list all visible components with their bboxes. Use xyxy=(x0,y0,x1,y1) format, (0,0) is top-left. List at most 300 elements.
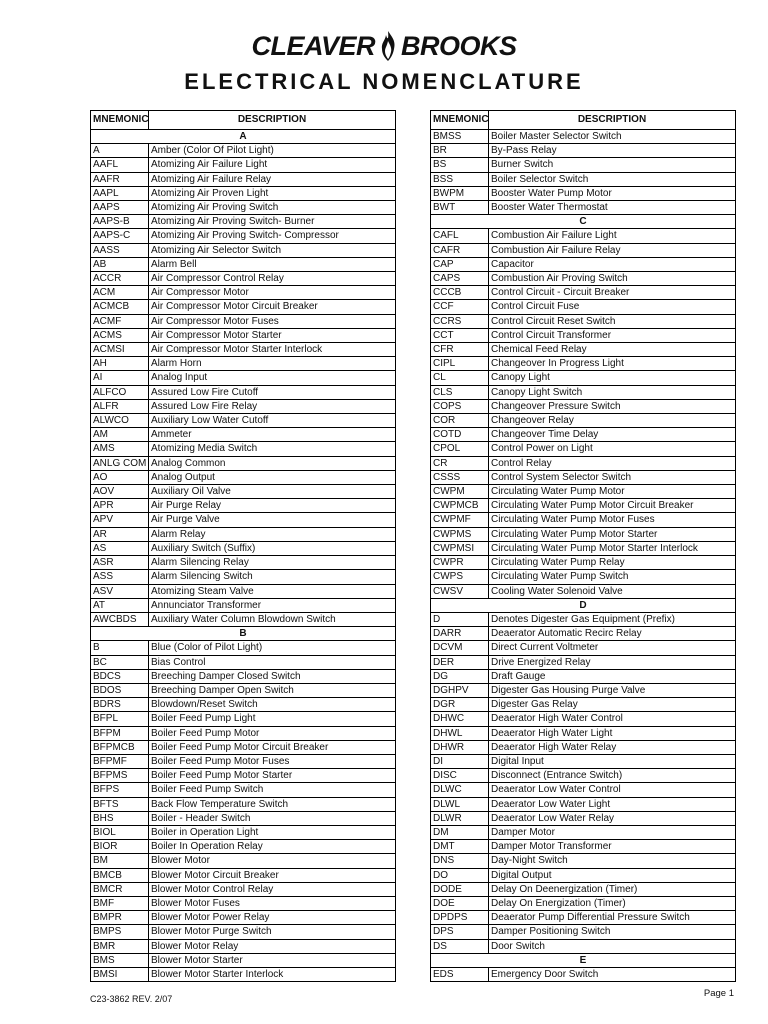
table-row xyxy=(91,868,396,882)
mnemonic-cell: BFPL xyxy=(91,712,149,726)
mnemonic-cell: EDS xyxy=(431,967,489,981)
table-row xyxy=(91,144,396,158)
table-row xyxy=(91,769,396,783)
mnemonic-cell: APV xyxy=(91,513,149,527)
mnemonic-cell: AB xyxy=(91,257,149,271)
description-cell: Drive Energized Relay xyxy=(489,655,736,669)
description-cell: Blower Motor Control Relay xyxy=(149,882,396,896)
table-row xyxy=(91,811,396,825)
description-cell: Air Compressor Control Relay xyxy=(149,272,396,286)
description-cell: Back Flow Temperature Switch xyxy=(149,797,396,811)
mnemonic-cell: CL xyxy=(431,371,489,385)
description-cell: Deaerator High Water Light xyxy=(489,726,736,740)
table-row xyxy=(91,556,396,570)
mnemonic-cell: ALWCO xyxy=(91,414,149,428)
mnemonic-cell: DPDPS xyxy=(431,911,489,925)
table-row xyxy=(91,229,396,243)
table-row xyxy=(431,186,736,200)
table-row xyxy=(431,797,736,811)
mnemonic-header: MNEMONIC xyxy=(91,111,149,130)
table-row xyxy=(91,272,396,286)
description-cell: Damper Motor xyxy=(489,825,736,839)
description-cell: Assured Low Fire Relay xyxy=(149,399,396,413)
table-header-row xyxy=(91,111,396,130)
description-cell: Blower Motor xyxy=(149,854,396,868)
table-row xyxy=(91,257,396,271)
table-row xyxy=(431,726,736,740)
table-row xyxy=(431,144,736,158)
table-row xyxy=(431,556,736,570)
mnemonic-cell: ACCR xyxy=(91,272,149,286)
table-row xyxy=(431,669,736,683)
table-row xyxy=(91,598,396,612)
mnemonic-cell: BFTS xyxy=(91,797,149,811)
mnemonic-cell: CR xyxy=(431,456,489,470)
mnemonic-cell: DCVM xyxy=(431,641,489,655)
description-cell: Day-Night Switch xyxy=(489,854,736,868)
logo-text-left: CLEAVER xyxy=(251,30,375,61)
mnemonic-cell: CCRS xyxy=(431,314,489,328)
description-cell: Boiler Selector Switch xyxy=(489,172,736,186)
description-cell: Auxiliary Water Column Blowdown Switch xyxy=(149,612,396,626)
mnemonic-header: MNEMONIC xyxy=(431,111,489,130)
mnemonic-cell: CAP xyxy=(431,257,489,271)
table-header-row xyxy=(431,111,736,130)
description-cell: Circulating Water Pump Motor Starter Interlock xyxy=(489,541,736,555)
brand-logo xyxy=(0,26,768,66)
description-cell: Air Compressor Motor xyxy=(149,286,396,300)
flame-icon xyxy=(376,29,400,63)
description-cell: Deaerator High Water Control xyxy=(489,712,736,726)
mnemonic-cell: DLWL xyxy=(431,797,489,811)
description-cell: Blower Motor Circuit Breaker xyxy=(149,868,396,882)
description-cell: Control Circuit - Circuit Breaker xyxy=(489,286,736,300)
mnemonic-cell: AOV xyxy=(91,485,149,499)
table-row xyxy=(91,513,396,527)
mnemonic-cell: AR xyxy=(91,527,149,541)
mnemonic-cell: BMS xyxy=(91,953,149,967)
description-cell: Atomizing Air Proving Switch- Burner xyxy=(149,215,396,229)
table-row xyxy=(91,754,396,768)
description-cell: Alarm Silencing Relay xyxy=(149,556,396,570)
table-row xyxy=(431,698,736,712)
table-row xyxy=(431,769,736,783)
table-row xyxy=(431,882,736,896)
mnemonic-cell: BS xyxy=(431,158,489,172)
description-cell: Annunciator Transformer xyxy=(149,598,396,612)
mnemonic-cell: CWPMCB xyxy=(431,499,489,513)
mnemonic-cell: CSSS xyxy=(431,470,489,484)
description-cell: Alarm Horn xyxy=(149,357,396,371)
description-cell: Auxiliary Low Water Cutoff xyxy=(149,414,396,428)
description-cell: Booster Water Pump Motor xyxy=(489,186,736,200)
description-cell: Blowdown/Reset Switch xyxy=(149,698,396,712)
section-header-row xyxy=(431,598,736,612)
mnemonic-cell: DLWR xyxy=(431,811,489,825)
description-cell: Boiler - Header Switch xyxy=(149,811,396,825)
mnemonic-cell: BMCR xyxy=(91,882,149,896)
description-cell: Control Circuit Transformer xyxy=(489,328,736,342)
table-row xyxy=(91,371,396,385)
description-cell: Circulating Water Pump Switch xyxy=(489,570,736,584)
description-cell: Control Relay xyxy=(489,456,736,470)
table-row xyxy=(431,456,736,470)
description-cell: Boiler Feed Pump Motor Starter xyxy=(149,769,396,783)
description-cell: Boiler Feed Pump Motor Fuses xyxy=(149,754,396,768)
description-cell: Combustion Air Failure Light xyxy=(489,229,736,243)
mnemonic-cell: ASR xyxy=(91,556,149,570)
description-cell: Control System Selector Switch xyxy=(489,470,736,484)
description-cell: Boiler Master Selector Switch xyxy=(489,130,736,144)
mnemonic-cell: CPOL xyxy=(431,442,489,456)
description-cell: Analog Common xyxy=(149,456,396,470)
mnemonic-cell: CCT xyxy=(431,328,489,342)
description-cell: Breeching Damper Closed Switch xyxy=(149,669,396,683)
table-row xyxy=(431,627,736,641)
table-row xyxy=(431,854,736,868)
mnemonic-cell: AMS xyxy=(91,442,149,456)
description-cell: Alarm Relay xyxy=(149,527,396,541)
table-row xyxy=(91,683,396,697)
description-cell: Blower Motor Relay xyxy=(149,939,396,953)
document-id: C23-3862 REV. 2/07 xyxy=(90,994,173,1004)
mnemonic-cell: CCF xyxy=(431,300,489,314)
table-row xyxy=(431,811,736,825)
mnemonic-cell: AM xyxy=(91,428,149,442)
description-cell: Cooling Water Solenoid Valve xyxy=(489,584,736,598)
table-row xyxy=(91,399,396,413)
description-cell: Damper Positioning Switch xyxy=(489,925,736,939)
section-letter: C xyxy=(431,215,736,229)
table-row xyxy=(431,201,736,215)
mnemonic-cell: COR xyxy=(431,414,489,428)
mnemonic-cell: BIOR xyxy=(91,840,149,854)
table-row xyxy=(91,357,396,371)
table-row xyxy=(91,953,396,967)
table-row xyxy=(431,385,736,399)
mnemonic-cell: CWPS xyxy=(431,570,489,584)
mnemonic-cell: CAFR xyxy=(431,243,489,257)
mnemonic-cell: DMT xyxy=(431,840,489,854)
mnemonic-cell: CWPMSI xyxy=(431,541,489,555)
description-cell: Control Circuit Reset Switch xyxy=(489,314,736,328)
table-row xyxy=(91,456,396,470)
table-row xyxy=(431,257,736,271)
mnemonic-cell: COPS xyxy=(431,399,489,413)
table-row xyxy=(91,201,396,215)
table-row xyxy=(431,868,736,882)
mnemonic-cell: BMPR xyxy=(91,911,149,925)
table-row xyxy=(91,485,396,499)
table-row xyxy=(431,825,736,839)
table-row xyxy=(431,612,736,626)
mnemonic-cell: BR xyxy=(431,144,489,158)
mnemonic-cell: BDCS xyxy=(91,669,149,683)
table-row xyxy=(91,442,396,456)
description-cell: Air Purge Valve xyxy=(149,513,396,527)
mnemonic-cell: ALFR xyxy=(91,399,149,413)
description-cell: Deaerator Low Water Control xyxy=(489,783,736,797)
table-row xyxy=(431,399,736,413)
mnemonic-cell: AWCBDS xyxy=(91,612,149,626)
table-row xyxy=(91,286,396,300)
table-row xyxy=(431,925,736,939)
mnemonic-cell: ALFCO xyxy=(91,385,149,399)
mnemonic-cell: BIOL xyxy=(91,825,149,839)
mnemonic-cell: CWPMF xyxy=(431,513,489,527)
table-row xyxy=(431,172,736,186)
description-cell: Combustion Air Failure Relay xyxy=(489,243,736,257)
mnemonic-cell: BHS xyxy=(91,811,149,825)
description-cell: Deaerator Low Water Light xyxy=(489,797,736,811)
mnemonic-cell: BFPM xyxy=(91,726,149,740)
page-title: ELECTRICAL NOMENCLATURE xyxy=(184,69,584,94)
section-header-row xyxy=(91,627,396,641)
table-row xyxy=(91,925,396,939)
description-cell: Deaerator Pump Differential Pressure Switch xyxy=(489,911,736,925)
table-row xyxy=(431,754,736,768)
mnemonic-cell: BFPS xyxy=(91,783,149,797)
table-row xyxy=(91,698,396,712)
mnemonic-cell: AH xyxy=(91,357,149,371)
page-number: Page 1 xyxy=(703,988,734,999)
table-row xyxy=(431,300,736,314)
mnemonic-cell: BMSS xyxy=(431,130,489,144)
mnemonic-cell: CAPS xyxy=(431,272,489,286)
table-row xyxy=(431,655,736,669)
description-cell: Blower Motor Power Relay xyxy=(149,911,396,925)
table-row xyxy=(431,272,736,286)
description-cell: Atomizing Air Proving Switch- Compressor xyxy=(149,229,396,243)
table-row xyxy=(431,130,736,144)
description-cell: Damper Motor Transformer xyxy=(489,840,736,854)
table-row xyxy=(91,896,396,910)
table-row xyxy=(431,939,736,953)
mnemonic-cell: AS xyxy=(91,541,149,555)
table-row xyxy=(91,612,396,626)
table-row xyxy=(431,357,736,371)
mnemonic-cell: AAPS-B xyxy=(91,215,149,229)
description-cell: Atomizing Air Failure Relay xyxy=(149,172,396,186)
mnemonic-cell: DER xyxy=(431,655,489,669)
mnemonic-cell: ACMF xyxy=(91,314,149,328)
table-row xyxy=(91,470,396,484)
description-header: DESCRIPTION xyxy=(149,111,396,130)
mnemonic-cell: AI xyxy=(91,371,149,385)
description-cell: Changeover Relay xyxy=(489,414,736,428)
section-header-row xyxy=(431,953,736,967)
table-row xyxy=(91,428,396,442)
table-row xyxy=(431,371,736,385)
mnemonic-cell: CWPMS xyxy=(431,527,489,541)
description-cell: Delay On Energization (Timer) xyxy=(489,896,736,910)
description-cell: Emergency Door Switch xyxy=(489,967,736,981)
mnemonic-cell: BM xyxy=(91,854,149,868)
mnemonic-cell: DNS xyxy=(431,854,489,868)
description-cell: Digital Input xyxy=(489,754,736,768)
description-header: DESCRIPTION xyxy=(489,111,736,130)
mnemonic-cell: A xyxy=(91,144,149,158)
description-cell: Air Compressor Motor Starter xyxy=(149,328,396,342)
table-row xyxy=(431,229,736,243)
table-row xyxy=(431,286,736,300)
description-cell: Control Power on Light xyxy=(489,442,736,456)
mnemonic-cell: APR xyxy=(91,499,149,513)
table-row xyxy=(431,584,736,598)
mnemonic-cell: DODE xyxy=(431,882,489,896)
mnemonic-cell: ACM xyxy=(91,286,149,300)
mnemonic-cell: ACMSI xyxy=(91,343,149,357)
description-cell: Circulating Water Pump Relay xyxy=(489,556,736,570)
mnemonic-cell: BFPMS xyxy=(91,769,149,783)
description-cell: Deaerator High Water Relay xyxy=(489,740,736,754)
mnemonic-cell: BC xyxy=(91,655,149,669)
table-row xyxy=(431,328,736,342)
logo-text-right: BROOKS xyxy=(401,30,517,61)
mnemonic-cell: CAFL xyxy=(431,229,489,243)
description-cell: Boiler In Operation Relay xyxy=(149,840,396,854)
table-row xyxy=(91,172,396,186)
description-cell: Atomizing Media Switch xyxy=(149,442,396,456)
mnemonic-cell: DO xyxy=(431,868,489,882)
table-row xyxy=(91,967,396,981)
description-cell: Circulating Water Pump Motor Circuit Breaker xyxy=(489,499,736,513)
description-cell: Changeover In Progress Light xyxy=(489,357,736,371)
description-cell: Circulating Water Pump Motor xyxy=(489,485,736,499)
description-cell: Digester Gas Housing Purge Valve xyxy=(489,683,736,697)
table-row xyxy=(431,740,736,754)
section-letter: A xyxy=(91,130,396,144)
table-row xyxy=(91,215,396,229)
description-cell: Air Compressor Motor Starter Interlock xyxy=(149,343,396,357)
table-row xyxy=(431,499,736,513)
description-cell: Boiler in Operation Light xyxy=(149,825,396,839)
mnemonic-cell: DI xyxy=(431,754,489,768)
mnemonic-cell: AT xyxy=(91,598,149,612)
mnemonic-cell: CWSV xyxy=(431,584,489,598)
description-cell: Boiler Feed Pump Motor Circuit Breaker xyxy=(149,740,396,754)
description-cell: Ammeter xyxy=(149,428,396,442)
table-row xyxy=(431,570,736,584)
table-row xyxy=(431,840,736,854)
description-cell: Air Compressor Motor Fuses xyxy=(149,314,396,328)
description-cell: Blower Motor Starter xyxy=(149,953,396,967)
table-row xyxy=(431,314,736,328)
mnemonic-cell: DG xyxy=(431,669,489,683)
table-row xyxy=(431,896,736,910)
description-cell: Circulating Water Pump Motor Starter xyxy=(489,527,736,541)
description-cell: Deaerator Low Water Relay xyxy=(489,811,736,825)
table-row xyxy=(431,967,736,981)
description-cell: Deaerator Automatic Recirc Relay xyxy=(489,627,736,641)
table-row xyxy=(431,343,736,357)
mnemonic-cell: DM xyxy=(431,825,489,839)
mnemonic-cell: CWPM xyxy=(431,485,489,499)
table-row xyxy=(431,527,736,541)
description-cell: Draft Gauge xyxy=(489,669,736,683)
mnemonic-cell: AASS xyxy=(91,243,149,257)
table-row xyxy=(431,470,736,484)
table-row xyxy=(431,428,736,442)
description-cell: Delay On Deenergization (Timer) xyxy=(489,882,736,896)
section-letter: B xyxy=(91,627,396,641)
mnemonic-cell: BSS xyxy=(431,172,489,186)
description-cell: Atomizing Steam Valve xyxy=(149,584,396,598)
mnemonic-cell: BMCB xyxy=(91,868,149,882)
table-row xyxy=(91,939,396,953)
description-cell: Assured Low Fire Cutoff xyxy=(149,385,396,399)
table-row xyxy=(431,541,736,555)
table-row xyxy=(91,343,396,357)
mnemonic-cell: ACMCB xyxy=(91,300,149,314)
table-row xyxy=(91,385,396,399)
nomenclature-table-left xyxy=(90,110,396,982)
mnemonic-cell: BWPM xyxy=(431,186,489,200)
description-cell: Denotes Digester Gas Equipment (Prefix) xyxy=(489,612,736,626)
table-row xyxy=(91,740,396,754)
description-cell: Circulating Water Pump Motor Fuses xyxy=(489,513,736,527)
mnemonic-cell: ANLG COM xyxy=(91,456,149,470)
mnemonic-cell: CCCB xyxy=(431,286,489,300)
description-cell: Direct Current Voltmeter xyxy=(489,641,736,655)
table-row xyxy=(91,328,396,342)
description-cell: Alarm Silencing Switch xyxy=(149,570,396,584)
description-cell: Control Circuit Fuse xyxy=(489,300,736,314)
table-row xyxy=(91,314,396,328)
table-row xyxy=(431,158,736,172)
table-row xyxy=(431,442,736,456)
mnemonic-cell: CIPL xyxy=(431,357,489,371)
mnemonic-cell: BMPS xyxy=(91,925,149,939)
table-row xyxy=(91,158,396,172)
mnemonic-cell: ASV xyxy=(91,584,149,598)
description-cell: Capacitor xyxy=(489,257,736,271)
mnemonic-cell: BDRS xyxy=(91,698,149,712)
table-row xyxy=(91,797,396,811)
mnemonic-cell: DOE xyxy=(431,896,489,910)
mnemonic-cell: DHWC xyxy=(431,712,489,726)
table-row xyxy=(91,712,396,726)
description-cell: Atomizing Air Proving Switch xyxy=(149,201,396,215)
description-cell: Air Purge Relay xyxy=(149,499,396,513)
table-row xyxy=(91,300,396,314)
nomenclature-table-right xyxy=(430,110,736,982)
table-row xyxy=(91,854,396,868)
description-cell: Disconnect (Entrance Switch) xyxy=(489,769,736,783)
description-cell: Air Compressor Motor Circuit Breaker xyxy=(149,300,396,314)
table-row xyxy=(91,541,396,555)
description-cell: Auxiliary Oil Valve xyxy=(149,485,396,499)
description-cell: Boiler Feed Pump Switch xyxy=(149,783,396,797)
mnemonic-cell: ASS xyxy=(91,570,149,584)
table-row xyxy=(91,186,396,200)
description-cell: Analog Output xyxy=(149,470,396,484)
table-row xyxy=(91,527,396,541)
description-cell: By-Pass Relay xyxy=(489,144,736,158)
description-cell: Canopy Light xyxy=(489,371,736,385)
mnemonic-cell: DS xyxy=(431,939,489,953)
description-cell: Changeover Pressure Switch xyxy=(489,399,736,413)
table-row xyxy=(91,499,396,513)
description-cell: Atomizing Air Selector Switch xyxy=(149,243,396,257)
description-cell: Digester Gas Relay xyxy=(489,698,736,712)
table-row xyxy=(431,243,736,257)
description-cell: Boiler Feed Pump Light xyxy=(149,712,396,726)
description-cell: Breeching Damper Open Switch xyxy=(149,683,396,697)
mnemonic-cell: BFPMCB xyxy=(91,740,149,754)
table-row xyxy=(91,783,396,797)
mnemonic-cell: CWPR xyxy=(431,556,489,570)
